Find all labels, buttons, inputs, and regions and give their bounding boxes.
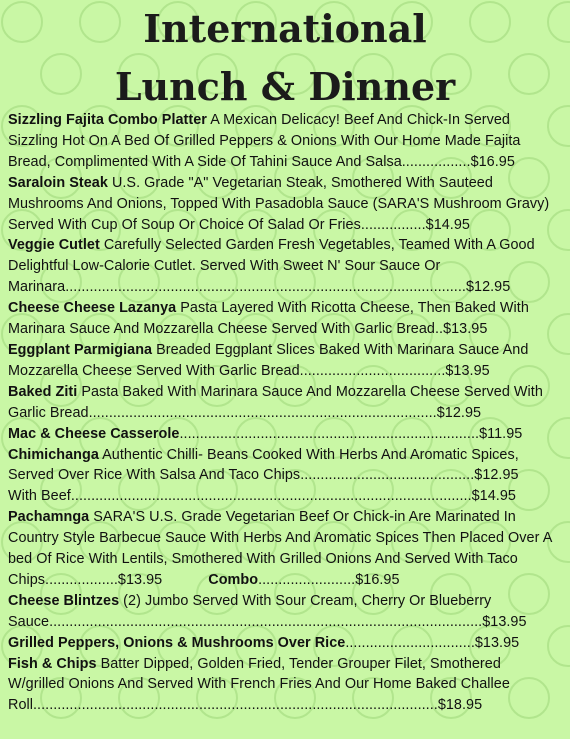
item-description: Carefully Selected Garden Fresh Vegetables, Teamed With A Good Delightful Low-Calorie Cutlet. Served With Sweet N' Sour Sauce Or Marinara	[8, 237, 535, 296]
item-name: Eggplant Parmigiana	[8, 341, 153, 358]
menu-item	[8, 654, 560, 717]
item-combo-leader-dots: ........................	[258, 571, 356, 588]
item-price: $13.95	[474, 634, 520, 651]
menu-item	[8, 591, 560, 633]
item-name: Pachamnga	[8, 509, 90, 526]
item-variant-label: With Beef	[8, 488, 71, 505]
item-description: U.S. Grade "A" Vegetarian Steak, Smothered With Sauteed Mushrooms And Onions, Topped With Pasadobla Sauce (SARA'S Mushroom Gravy) Served With Cup Of Soup Or Choice Of Salad Or Fries	[8, 174, 550, 233]
menu-title	[0, 0, 570, 116]
item-price: $11.95	[479, 425, 523, 442]
item-price: $13.95	[445, 362, 490, 379]
item-description: (2) Jumbo Served With Sour Cream, Cherry Or Blueberry Sauce	[8, 592, 492, 630]
item-leader-dots: ...........................................................................................................	[49, 613, 483, 630]
item-name: Chimichanga	[8, 446, 99, 463]
title-line-1: International	[143, 6, 427, 51]
item-price: $12.95	[474, 467, 519, 484]
item-leader-dots: ..	[434, 321, 444, 338]
item-combo-price: $16.95	[355, 571, 400, 588]
menu-item	[8, 110, 560, 173]
item-price: $14.95	[425, 216, 470, 233]
item-name: Cheese Blintzes	[8, 592, 120, 609]
item-leader-dots: ....................................................................................................	[33, 697, 438, 714]
menu-item	[8, 424, 560, 445]
menu-item	[8, 298, 560, 340]
menu-item	[8, 507, 560, 591]
item-combo-label: Combo	[208, 571, 259, 588]
item-leader-dots: ......................................................................................	[88, 404, 437, 421]
item-description: Breaded Eggplant Slices Baked With Marinara Sauce And Mozzarella Cheese Served With Garlic Bread	[8, 341, 529, 379]
item-description: Pasta Baked With Marinara Sauce And Mozzarella Cheese Served With Garlic Bread	[8, 383, 543, 421]
menu-list	[8, 110, 560, 716]
menu-item	[8, 382, 560, 424]
item-leader-dots: .................	[401, 153, 471, 170]
item-leader-dots: ................................	[345, 634, 475, 651]
item-name: Baked Ziti	[8, 383, 78, 400]
item-leader-dots: ...................................................................................................	[65, 279, 466, 296]
item-name: Mac & Cheese Casserole	[8, 425, 180, 442]
menu-item	[8, 340, 560, 382]
item-leader-dots: ....................................	[299, 362, 446, 379]
item-description: A Mexican Delicacy! Beef And Chick-In Served Sizzling Hot On A Bed Of Grilled Peppers & Onions With Our Home Made Fajita Bread, Complimented With A Side Of Tahini Sauce And Salsa	[8, 112, 521, 170]
item-leader-dots: ................	[360, 216, 426, 233]
item-price: $12.95	[465, 279, 511, 296]
item-price: $13.95	[117, 571, 163, 588]
item-leader-dots: ...........................................	[300, 467, 475, 484]
item-leader-dots: ..........................................................................	[179, 425, 480, 442]
item-price: $13.95	[443, 321, 488, 338]
item-name: Sizzling Fajita Combo Platter	[8, 112, 207, 128]
item-name: Grilled Peppers, Onions & Mushrooms Over Rice	[8, 634, 346, 651]
item-price: $18.95	[437, 697, 483, 714]
item-description: Authentic Chilli- Beans Cooked With Herbs And Aromatic Spices, Served Over Rice With Salsa And Taco Chips	[8, 446, 519, 484]
item-price: $16.95	[470, 153, 515, 170]
item-name: Veggie Cutlet	[8, 237, 100, 254]
menu-item	[8, 445, 560, 508]
item-description: Pasta Layered With Ricotta Cheese, Then Baked With Marinara Sauce And Mozzarella Cheese Served With Garlic Bread	[8, 300, 529, 338]
item-price: $13.95	[482, 613, 527, 630]
item-variant-price: $14.95	[471, 488, 516, 505]
item-description: SARA'S U.S. Grade Vegetarian Beef Or Chick-in Are Marinated In Country Style Barbecue Sauce With Herbs And Aromatic Spices Then Placed Over A bed Of Rice With Lentils, Smothered With Grilled Onions And Served With Taco Chips	[8, 509, 552, 588]
item-variant-leader-dots: ...................................................................................................	[70, 488, 472, 505]
menu-item	[8, 633, 560, 654]
menu-item	[8, 173, 560, 236]
menu-item	[8, 235, 560, 298]
title-line-2: Lunch & Dinner	[114, 64, 456, 109]
item-name: Fish & Chips	[8, 655, 97, 672]
item-price: $12.95	[436, 404, 482, 421]
item-leader-dots: ..................	[45, 571, 118, 588]
item-name: Saraloin Steak	[8, 174, 108, 191]
item-description: Batter Dipped, Golden Fried, Tender Grouper Filet, Smothered W/grilled Onions And Served With French Fries And Our Home Baked Challee Roll	[8, 655, 510, 714]
item-name: Cheese Cheese Lazanya	[8, 300, 177, 317]
